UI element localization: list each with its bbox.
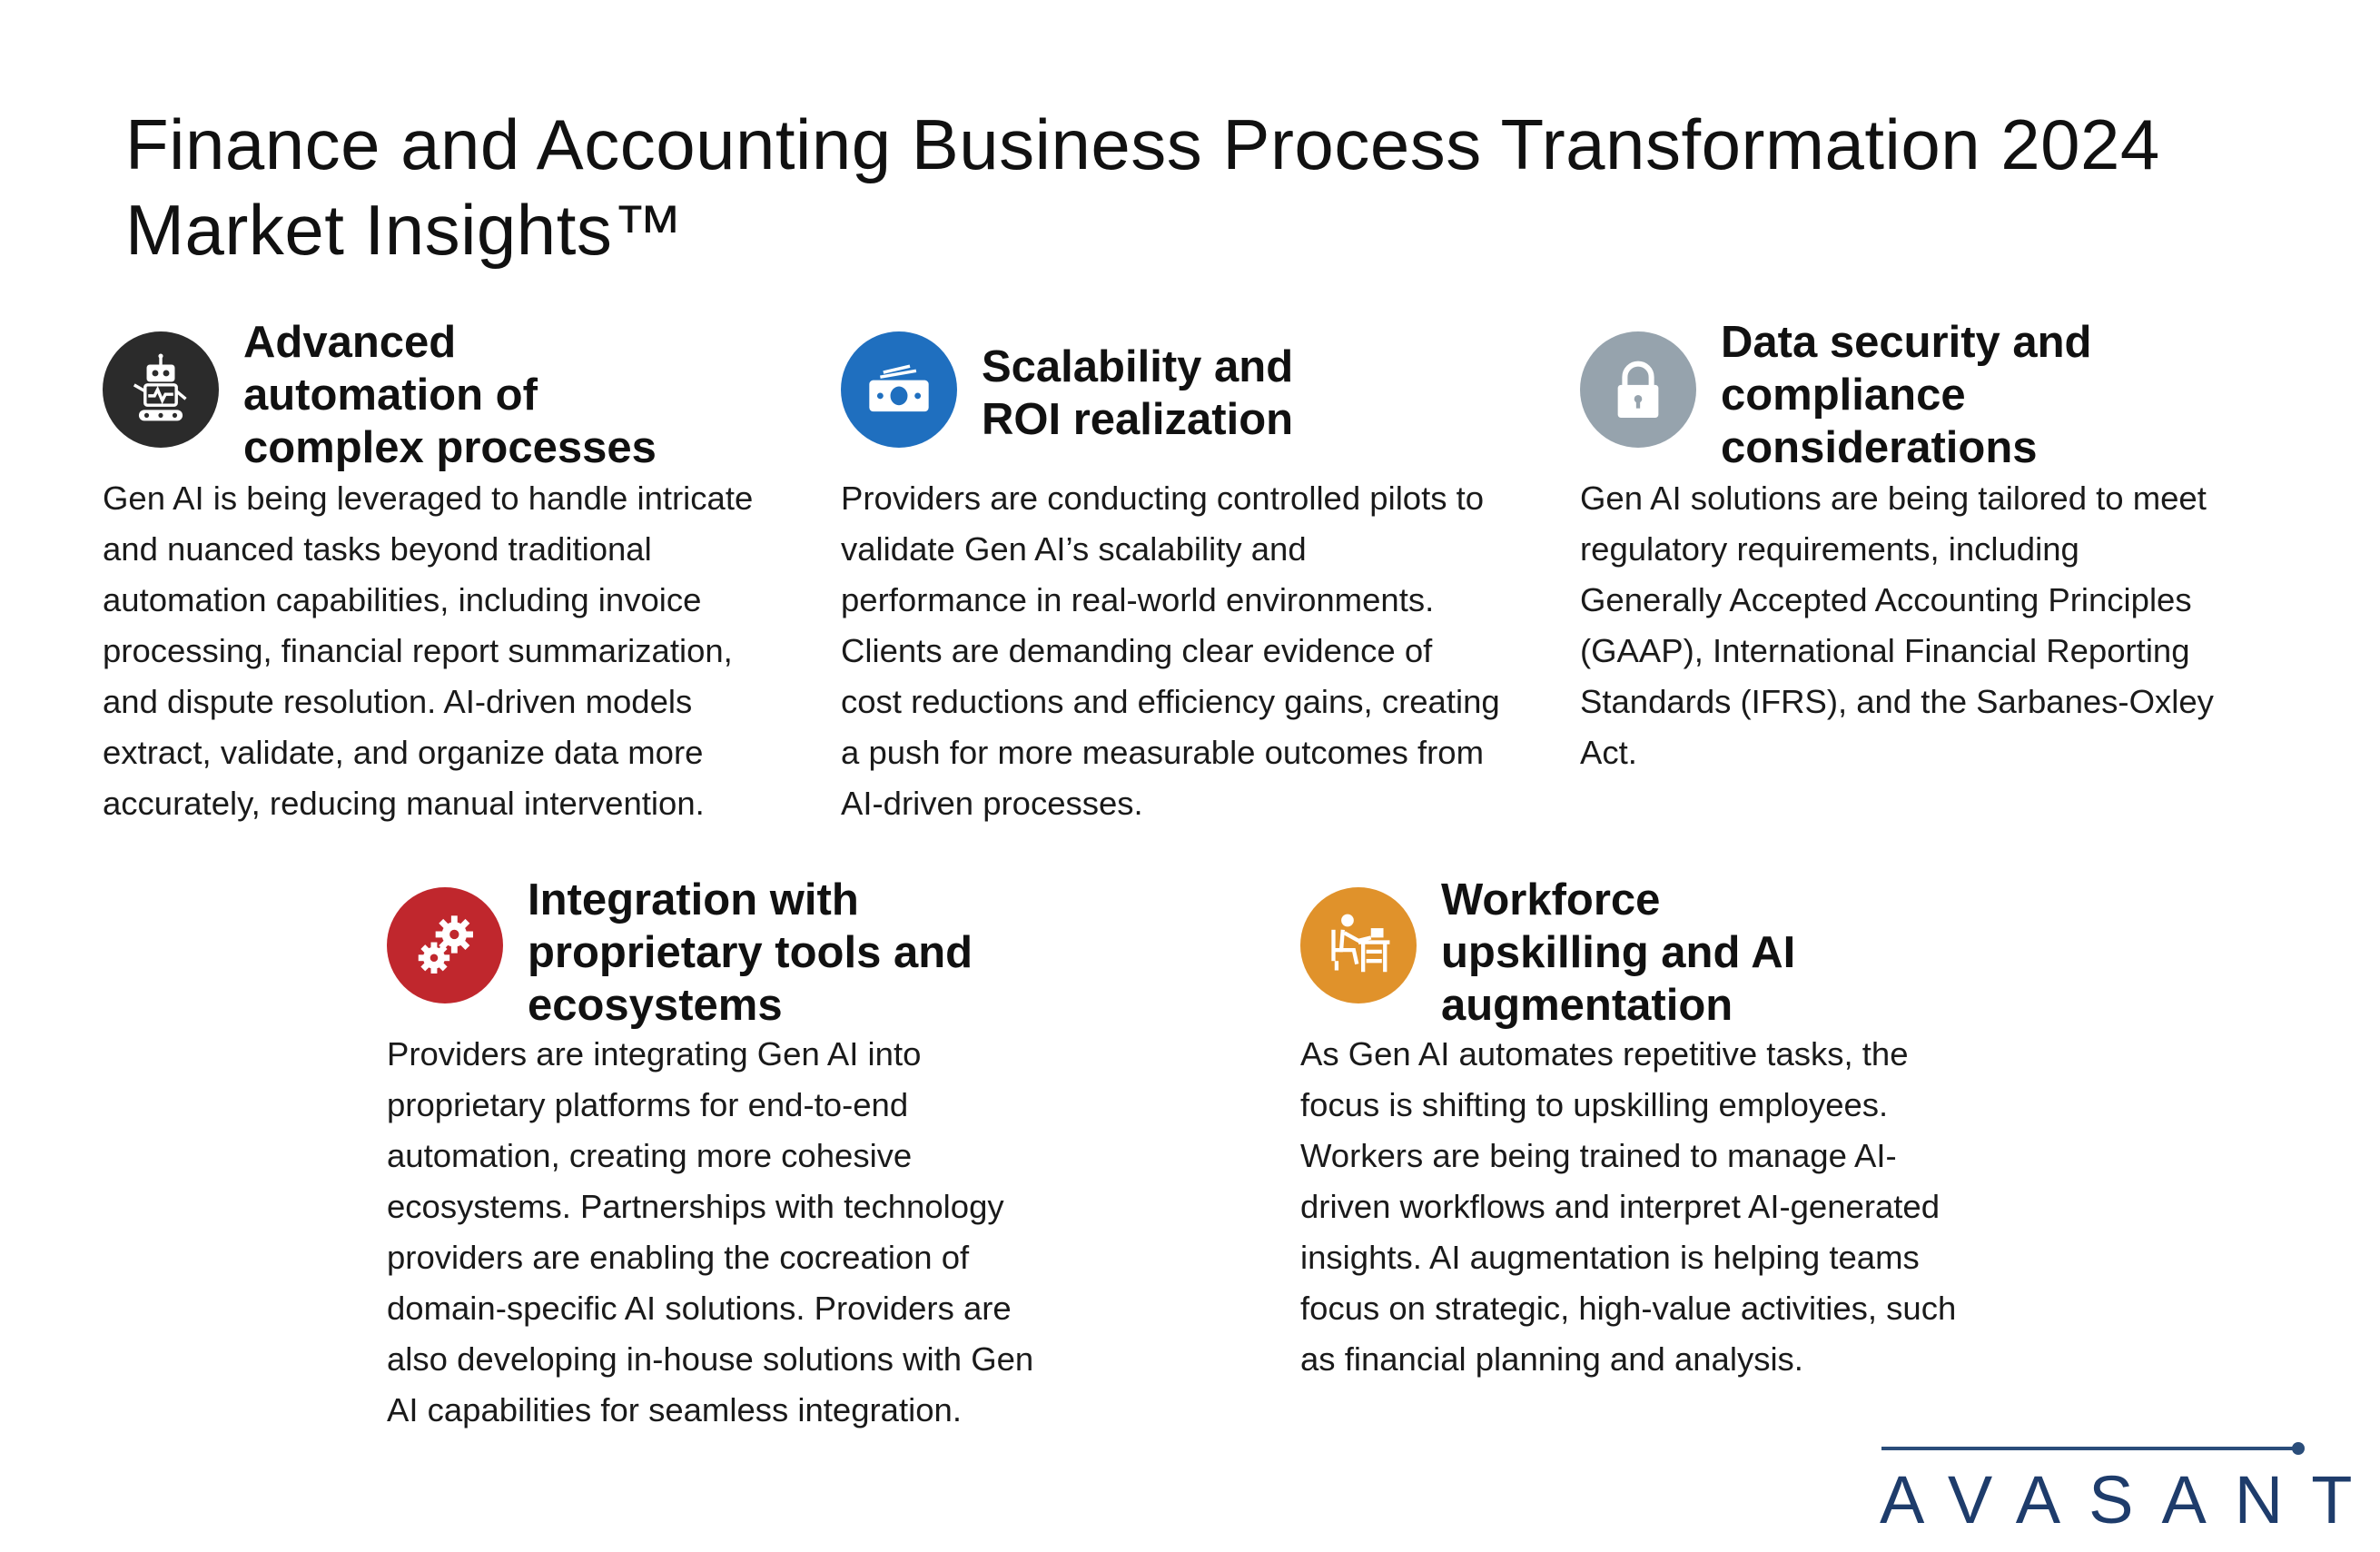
card-heading-line: complex processes xyxy=(243,423,657,472)
card-body-line: ecosystems. Partnerships with technology xyxy=(387,1188,1004,1225)
card-heading xyxy=(982,341,1293,446)
card-body-line: a push for more measurable outcomes from xyxy=(841,734,1485,771)
avasant-logo: AVASANT xyxy=(1880,1462,2380,1537)
card-body-line: performance in real-world environments. xyxy=(841,581,1435,618)
card-heading-line: Advanced xyxy=(243,318,457,367)
card-heading-line: ROI realization xyxy=(982,395,1294,444)
gears-icon xyxy=(387,887,503,1003)
card-heading xyxy=(243,316,657,474)
card-body-line: automation, creating more cohesive xyxy=(387,1137,913,1174)
card-body-line: extract, validate, and organize data more xyxy=(103,734,704,771)
card-heading-line: Data security and xyxy=(1721,318,2092,367)
card-heading-line: proprietary tools and xyxy=(528,928,973,977)
card-body-line: also developing in-house solutions with Gen xyxy=(387,1340,1034,1378)
card-body-line: as financial planning and analysis. xyxy=(1300,1340,1803,1378)
card-body-line: and nuanced tasks beyond traditional xyxy=(103,530,652,568)
card-body-line: AI-driven processes. xyxy=(841,785,1143,822)
page-title-line-1: Finance and Accounting Business Process Transformation 2024 xyxy=(125,104,2160,184)
card-heading-line: automation of xyxy=(243,371,538,420)
card-heading xyxy=(528,874,973,1032)
card-body-line: processing, financial report summarization, xyxy=(103,632,733,669)
card-body xyxy=(1580,473,2214,778)
card-heading-line: Scalability and xyxy=(982,342,1294,391)
card-body xyxy=(387,1029,1033,1436)
card-body-line: Generally Accepted Accounting Principles xyxy=(1580,581,2192,618)
card-body-line: AI capabilities for seamless integration. xyxy=(387,1391,962,1428)
card-body-line: regulatory requirements, including xyxy=(1580,530,2079,568)
card-heading xyxy=(1441,874,1795,1032)
card-heading-line: ecosystems xyxy=(528,981,783,1030)
card-body-line: focus is shifting to upskilling employees. xyxy=(1300,1086,1889,1123)
card-heading-line: considerations xyxy=(1721,423,2038,472)
worker-at-desk-icon xyxy=(1300,887,1417,1003)
card-body-line: accurately, reducing manual intervention. xyxy=(103,785,705,822)
card-body-line: Workers are being trained to manage AI- xyxy=(1300,1137,1897,1174)
card-body-line: driven workflows and interpret AI-generated xyxy=(1300,1188,1941,1225)
robot-icon xyxy=(103,331,219,448)
card-body-line: Providers are integrating Gen AI into xyxy=(387,1035,922,1073)
card-heading-line: compliance xyxy=(1721,371,1966,420)
card-body xyxy=(1300,1029,1956,1385)
card-body-line: insights. AI augmentation is helping teams xyxy=(1300,1239,1920,1276)
card-body-line: As Gen AI automates repetitive tasks, the xyxy=(1300,1035,1909,1073)
card-body-line: automation capabilities, including invoice xyxy=(103,581,702,618)
card-body-line: focus on strategic, high-value activities, such xyxy=(1300,1290,1957,1327)
card-body-line: validate Gen AI’s scalability and xyxy=(841,530,1307,568)
card-body-line: (GAAP), International Financial Reporting xyxy=(1580,632,2190,669)
page-title xyxy=(125,102,2214,272)
card-body-line: Act. xyxy=(1580,734,1637,771)
card-body xyxy=(841,473,1500,829)
card-body-line: Clients are demanding clear evidence of xyxy=(841,632,1433,669)
card-heading-line: upskilling and AI xyxy=(1441,928,1796,977)
card-heading-line: Workforce xyxy=(1441,875,1661,924)
card-body-line: Providers are conducting controlled pilots to xyxy=(841,479,1485,517)
card-heading xyxy=(1721,316,2092,474)
page-title-line-2: Market Insights™ xyxy=(125,190,684,270)
lock-icon xyxy=(1580,331,1696,448)
logo-dot xyxy=(2292,1442,2305,1455)
card-body xyxy=(103,473,753,829)
card-body-line: Gen AI is being leveraged to handle intricate xyxy=(103,479,754,517)
card-body-line: Standards (IFRS), and the Sarbanes-Oxley xyxy=(1580,683,2214,720)
card-body-line: proprietary platforms for end-to-end xyxy=(387,1086,909,1123)
money-icon xyxy=(841,331,957,448)
card-body-line: Gen AI solutions are being tailored to meet xyxy=(1580,479,2207,517)
card-body-line: domain-specific AI solutions. Providers are xyxy=(387,1290,1012,1327)
card-body-line: and dispute resolution. AI-driven models xyxy=(103,683,693,720)
card-heading-line: augmentation xyxy=(1441,981,1733,1030)
card-body-line: providers are enabling the cocreation of xyxy=(387,1239,970,1276)
card-heading-line: Integration with xyxy=(528,875,859,924)
logo-rule xyxy=(1881,1447,2299,1450)
card-body-line: cost reductions and efficiency gains, creating xyxy=(841,683,1500,720)
